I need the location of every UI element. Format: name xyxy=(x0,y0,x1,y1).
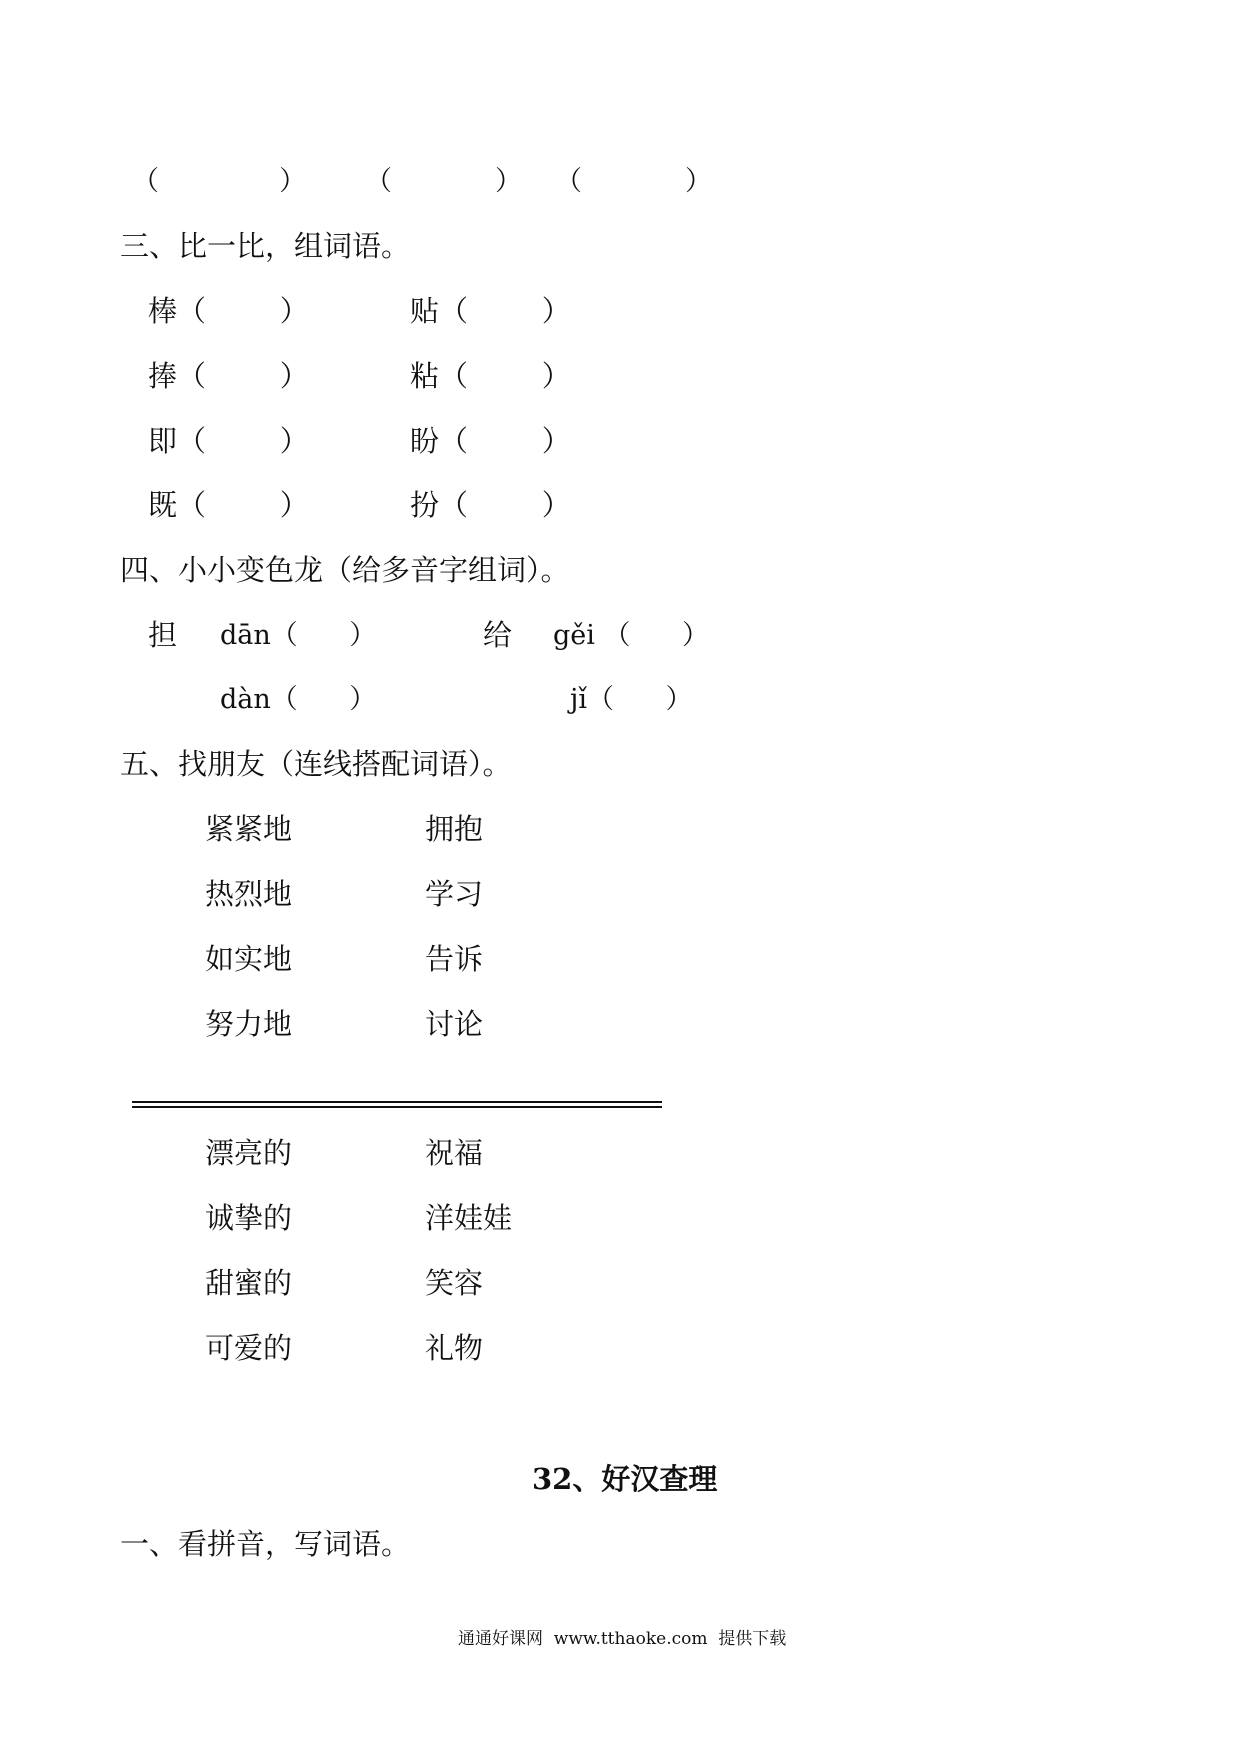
match-left-4: 努力地 xyxy=(205,1007,293,1041)
compare-left-3: 即（ ） xyxy=(148,424,309,458)
section5-heading: 五、找朋友（连线搭配词语）。 xyxy=(120,747,512,781)
match-right-4: 讨论 xyxy=(425,1007,484,1041)
lesson-section1-heading: 一、看拼音，写词语。 xyxy=(120,1527,411,1561)
footer-text: 通通好课网 www.tthaoke.com 提供下载 xyxy=(458,1629,787,1649)
compare-left-1: 棒（ ） xyxy=(148,294,309,328)
match-right-3: 告诉 xyxy=(425,942,484,976)
match-left-2: 热烈地 xyxy=(205,877,293,911)
match-right-5: 祝福 xyxy=(425,1136,484,1170)
match-right-6: 洋娃娃 xyxy=(425,1201,513,1235)
polyphone-char-1: 担 xyxy=(148,618,178,652)
match-left-1: 紧紧地 xyxy=(205,812,293,846)
section3-heading: 三、比一比，组词语。 xyxy=(120,229,411,263)
match-left-3: 如实地 xyxy=(205,942,293,976)
blank-1: （ ） xyxy=(132,166,307,197)
compare-right-2: 粘（ ） xyxy=(410,359,571,393)
divider-line-bottom xyxy=(132,1106,662,1108)
compare-left-4: 既（ ） xyxy=(148,488,309,522)
match-left-8: 可爱的 xyxy=(205,1331,293,1365)
blank-2: （ ） xyxy=(365,166,522,197)
compare-left-2: 捧（ ） xyxy=(148,359,309,393)
blank-3: （ ） xyxy=(555,166,712,197)
compare-right-3: 盼（ ） xyxy=(410,424,571,458)
section4-heading: 四、小小变色龙（给多音字组词）。 xyxy=(120,553,570,587)
polyphone-2b: jǐ（ ） xyxy=(570,684,693,715)
match-left-5: 漂亮的 xyxy=(205,1136,293,1170)
divider-line-top xyxy=(132,1101,662,1103)
compare-right-1: 贴（ ） xyxy=(410,294,571,328)
match-right-7: 笑容 xyxy=(425,1266,484,1300)
polyphone-char-2: 给 xyxy=(483,618,513,652)
match-right-8: 礼物 xyxy=(425,1331,484,1365)
match-left-6: 诚挚的 xyxy=(205,1201,293,1235)
match-right-2: 学习 xyxy=(425,877,484,911)
compare-right-4: 扮（ ） xyxy=(410,488,571,522)
match-right-1: 拥抱 xyxy=(425,812,484,846)
polyphone-2a: gěi （ ） xyxy=(553,620,709,651)
polyphone-1b: dàn（ ） xyxy=(220,684,377,715)
lesson-title: 32、好汉查理 xyxy=(532,1462,718,1496)
polyphone-1a: dān（ ） xyxy=(220,620,377,651)
match-left-7: 甜蜜的 xyxy=(205,1266,293,1300)
